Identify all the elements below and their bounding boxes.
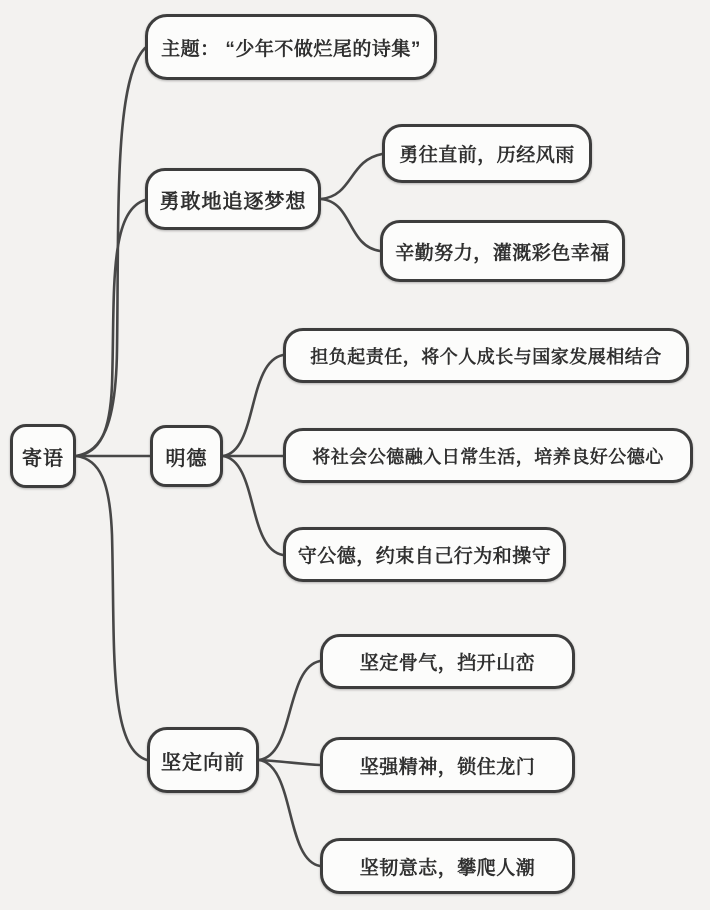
leaf-dream-2[interactable]: 辛勤努力，灌溉彩色幸福 <box>380 220 625 282</box>
branch-dream[interactable]: 勇敢地追逐梦想 <box>145 168 321 230</box>
root-node[interactable]: 寄语 <box>10 424 76 488</box>
leaf-dream-1[interactable]: 勇往直前，历经风雨 <box>382 124 592 183</box>
edge-dream-leaf1 <box>321 154 382 199</box>
edge-root-topic <box>76 48 145 456</box>
edge-forward-leaf1 <box>259 661 320 760</box>
edge-forward-leaf3 <box>259 760 320 866</box>
edge-mingde-leaf1 <box>223 355 283 456</box>
edge-mingde-leaf3 <box>223 456 283 555</box>
leaf-mingde-3[interactable]: 守公德，约束自己行为和操守 <box>283 527 566 582</box>
leaf-forward-1[interactable]: 坚定骨气，挡开山峦 <box>320 634 575 689</box>
edge-root-dream <box>76 200 145 456</box>
branch-mingde[interactable]: 明德 <box>150 425 223 487</box>
leaf-forward-2[interactable]: 坚强精神，锁住龙门 <box>320 737 575 793</box>
leaf-mingde-1[interactable]: 担负起责任，将个人成长与国家发展相结合 <box>283 328 689 383</box>
edge-dream-leaf2 <box>321 199 380 251</box>
leaf-forward-3[interactable]: 坚韧意志，攀爬人潮 <box>320 838 575 894</box>
edge-root-forward <box>76 456 147 760</box>
branch-forward[interactable]: 坚定向前 <box>147 727 259 793</box>
edge-forward-leaf2 <box>259 760 320 765</box>
branch-topic[interactable]: 主题： “少年不做烂尾的诗集” <box>145 14 437 80</box>
leaf-mingde-2[interactable]: 将社会公德融入日常生活，培养良好公德心 <box>283 428 693 483</box>
